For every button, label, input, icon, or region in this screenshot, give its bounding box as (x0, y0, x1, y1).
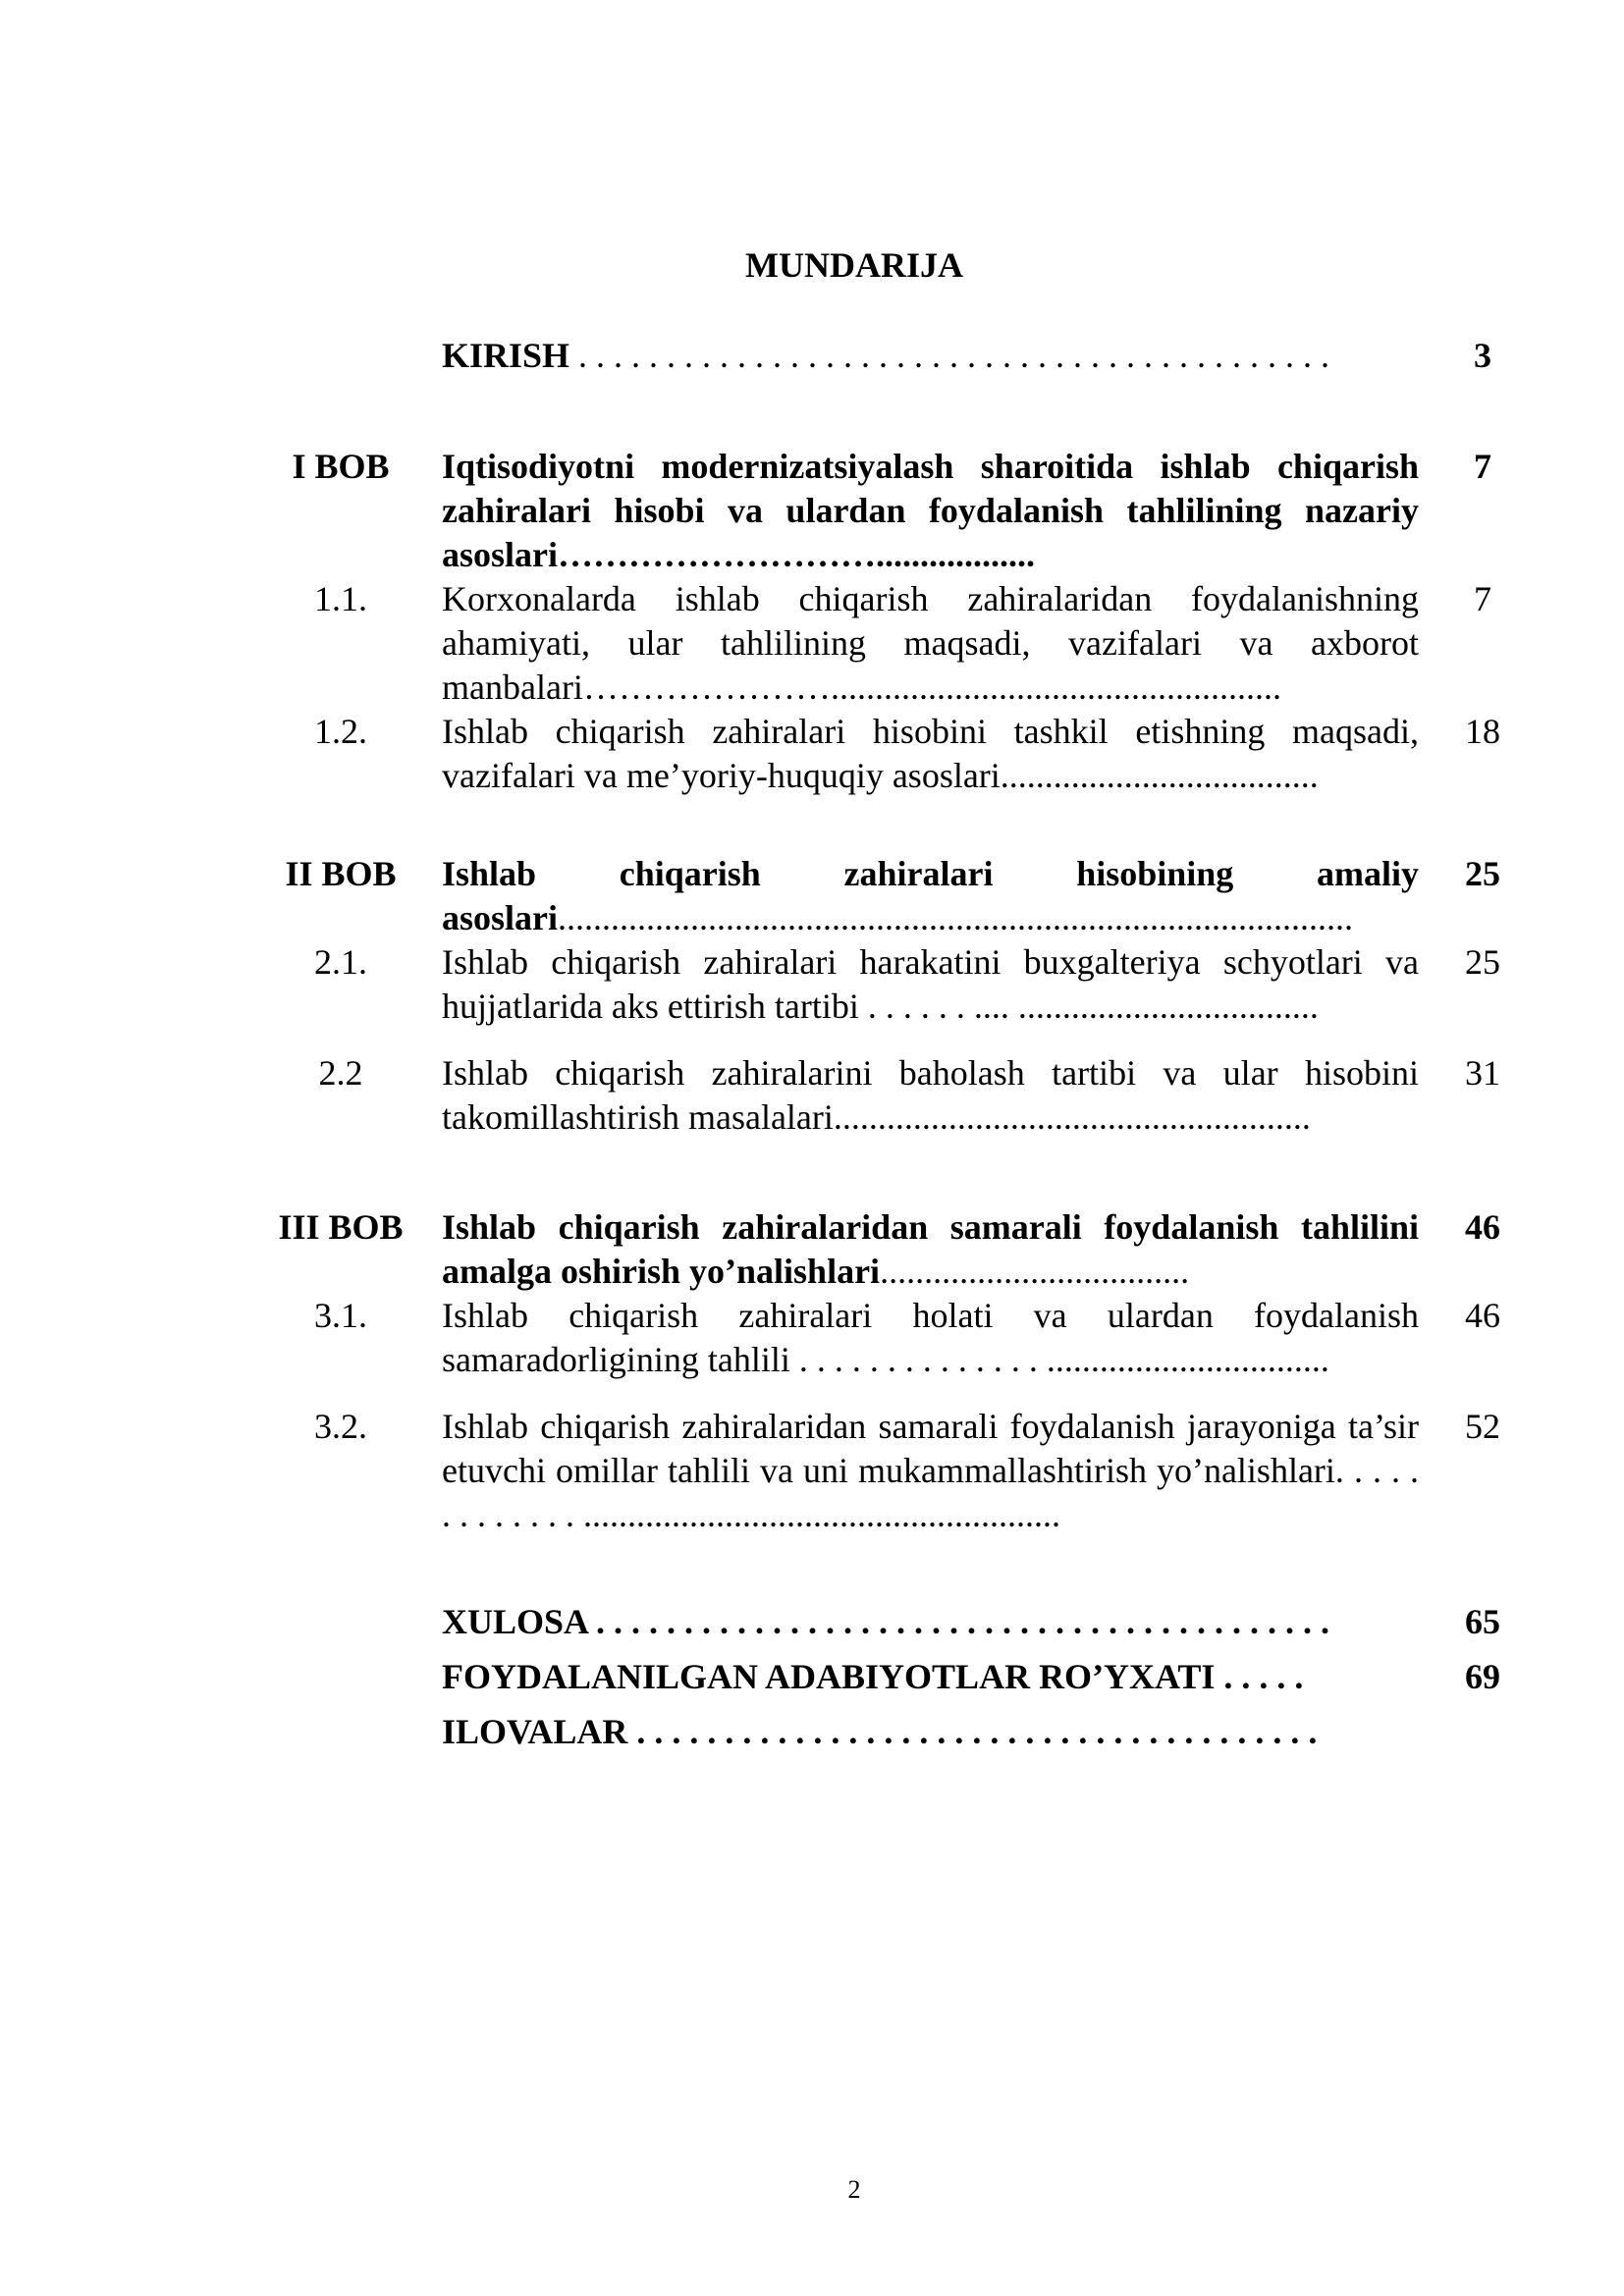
section-page: 18 (1465, 712, 1500, 751)
toc-entry-page: 3 (1474, 336, 1491, 375)
toc-entry-text: ILOVALAR . . . . . . . . . . . . . . . . . . . . . . . . . . . . . . . . . . . . . . . (442, 1712, 1318, 1751)
page-number: 2 (847, 2175, 861, 2204)
page-title: MUNDARIJA (745, 245, 963, 285)
chapter-label: III BOB (278, 1207, 404, 1247)
leader-dots: .......................................................................................... (558, 898, 1354, 937)
leader-dots: …………………................................................... (582, 667, 1281, 707)
chapter-page: 7 (1474, 447, 1491, 486)
chapter-title: Ishlab chiqarish zahiralaridan samarali foydalanish tahlilini amalga oshirish yo’nalishlari................................... (442, 1207, 1419, 1291)
section-page: 52 (1465, 1407, 1500, 1446)
leader-dots: ……………………….................. (558, 535, 1036, 574)
section-title: Ishlab chiqarish zahiralari holati va ulardan foydalanish samaradorligining tahlili . . . . . . . . . . . . . . ................................ (442, 1296, 1419, 1379)
chapter-page: 46 (1465, 1207, 1500, 1247)
leader-dots: . . . . . . . . . . . . . ...................................................... (442, 1451, 1419, 1534)
toc-entry-page: 69 (1465, 1657, 1500, 1696)
toc-entry-text: XULOSA . . . . . . . . . . . . . . . . . . . . . . . . . . . . . . . . . . . . . . . . . . (442, 1602, 1330, 1641)
leader-dots: . . . . . (1215, 1657, 1304, 1696)
section-label: 3.2. (314, 1407, 367, 1446)
section-title: Ishlab chiqarish zahiralarini baholash tartibi va ular hisobini takomillashtirish masalalari...................................................... (442, 1053, 1419, 1137)
section-label: 2.1. (314, 942, 367, 982)
toc-entry-text: KIRISH . . . . . . . . . . . . . . . . . . . . . . . . . . . . . . . . . . . . . . . . . . . (442, 336, 1330, 375)
section-page: 46 (1465, 1296, 1500, 1335)
leader-dots: . . . . . . . . . . . . . . . . . . . . . . . . . . . . . . . . . . . . . . . . . . (587, 1602, 1330, 1641)
section-label: 1.2. (314, 712, 367, 751)
chapter-page: 25 (1465, 854, 1500, 893)
chapter-label: I BOB (292, 447, 390, 486)
chapter-label: II BOB (285, 854, 397, 893)
leader-dots: ...................................................... (833, 1097, 1311, 1137)
section-label: 3.1. (314, 1296, 367, 1335)
section-page: 31 (1465, 1053, 1500, 1093)
section-title: Korxonalarda ishlab chiqarish zahiralaridan foydalanishning ahamiyati, ular tahlilining maqsadi, vazifalari va axborot manbalari…………………................................................... (442, 579, 1419, 707)
section-label: 2.2 (318, 1053, 363, 1093)
leader-dots: . . . . . . . . . . . . . . ................................ (789, 1340, 1329, 1379)
chapter-title: Iqtisodiyotni modernizatsiyalash sharoitida ishlab chiqarish zahiralari hisobi va ulardan foydalanish tahlilining nazariy asoslari……………………….................. (442, 447, 1419, 574)
leader-dots: . . . . . . . . . . . . . . . . . . . . . . . . . . . . . . . . . . . . . . . . . . . (569, 336, 1330, 375)
leader-dots: .................................... (1000, 756, 1319, 795)
section-title: Ishlab chiqarish zahiralari harakatini buxgalteriya schyotlari va hujjatlarida aks ettirish tartibi . . . . . . .... .................................. (442, 942, 1419, 1026)
toc-entry-text: FOYDALANILGAN ADABIYOTLAR RO’YXATI . . . . . (442, 1657, 1304, 1696)
leader-dots: . . . . . . .... .................................. (858, 987, 1319, 1026)
chapter-title: Ishlab chiqarish zahiralari hisobining amaliy asoslari.......................................................................................... (442, 854, 1419, 937)
leader-dots: . . . . . . . . . . . . . . . . . . . . . . . . . . . . . . . . . . . . . . . (627, 1712, 1318, 1751)
section-title: Ishlab chiqarish zahiralaridan samarali foydalanish jarayoniga ta’sir etuvchi omillar tahlili va uni mukammallashtirish yo’nalishlari. . . . . . . . . . . . . ...................................................... (442, 1407, 1419, 1534)
section-label: 1.1. (314, 579, 367, 618)
toc-entry-page: 65 (1465, 1602, 1500, 1641)
section-title: Ishlab chiqarish zahiralari hisobini tashkil etishning maqsadi, vazifalari va me’yoriy-huquqiy asoslari.................................... (442, 712, 1419, 795)
section-page: 7 (1474, 579, 1491, 618)
leader-dots: ................................... (880, 1252, 1190, 1291)
section-page: 25 (1465, 942, 1500, 982)
